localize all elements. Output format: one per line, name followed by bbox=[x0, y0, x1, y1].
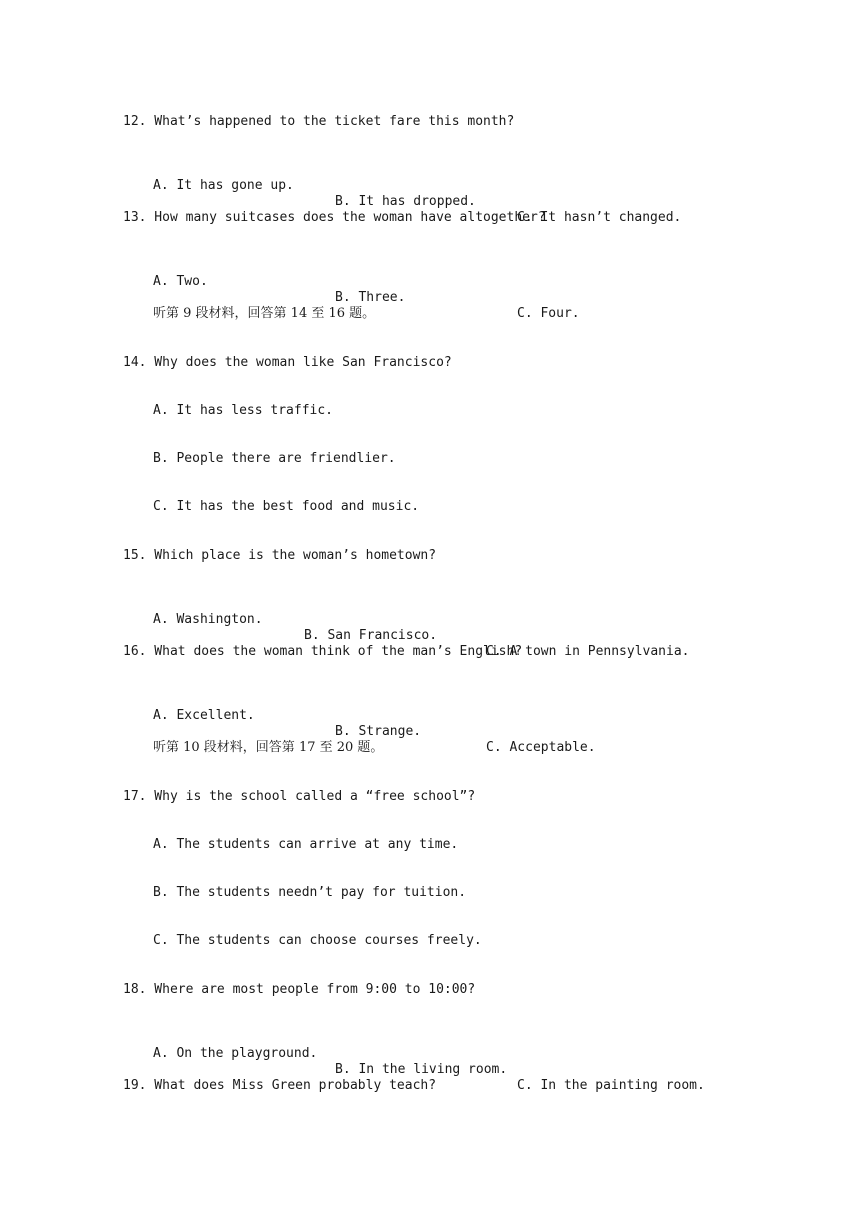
question-12: 12. What’s happened to the ticket fare this month? bbox=[123, 114, 515, 129]
question-17: 17. Why is the school called a “free school”? bbox=[123, 789, 476, 804]
option-b: B. San Francisco. bbox=[304, 628, 438, 643]
option-c: C. Acceptable. bbox=[486, 740, 596, 755]
question-14: 14. Why does the woman like San Francisco? bbox=[123, 355, 452, 370]
option-b: B. It has dropped. bbox=[335, 194, 476, 209]
option-c: C. In the painting room. bbox=[517, 1078, 705, 1093]
question-18: 18. Where are most people from 9:00 to 10:00? bbox=[123, 982, 476, 997]
question-13: 13. How many suitcases does the woman have altogether? bbox=[123, 210, 546, 225]
section-instruction-9: 听第 9 段材料，回答第 14 至 16 题。 bbox=[153, 306, 376, 321]
option-a: A. It has gone up. bbox=[153, 178, 294, 193]
option-a: A. Two. bbox=[153, 274, 208, 289]
option-b: B. Strange. bbox=[335, 724, 422, 739]
option-c: C. It has the best food and music. bbox=[153, 499, 420, 514]
option-c: C. The students can choose courses freely. bbox=[153, 933, 482, 948]
option-b: B. People there are friendlier. bbox=[153, 451, 396, 466]
option-c: C. It hasn’t changed. bbox=[517, 210, 682, 225]
option-b: B. In the living room. bbox=[335, 1062, 508, 1077]
section-instruction-10: 听第 10 段材料，回答第 17 至 20 题。 bbox=[153, 740, 384, 755]
option-b: B. The students needn’t pay for tuition. bbox=[153, 885, 467, 900]
option-a: A. Excellent. bbox=[153, 708, 255, 723]
option-a: A. On the playground. bbox=[153, 1046, 318, 1061]
option-a: A. The students can arrive at any time. bbox=[153, 837, 459, 852]
option-b: B. Three. bbox=[335, 290, 406, 305]
option-c: C. A town in Pennsylvania. bbox=[486, 644, 690, 659]
question-15: 15. Which place is the woman’s hometown? bbox=[123, 548, 437, 563]
question-19: 19. What does Miss Green probably teach? bbox=[123, 1078, 437, 1093]
option-c: C. Four. bbox=[517, 306, 580, 321]
option-a: A. Washington. bbox=[153, 612, 263, 627]
question-16: 16. What does the woman think of the man’s English? bbox=[123, 644, 523, 659]
option-a: A. It has less traffic. bbox=[153, 403, 334, 418]
